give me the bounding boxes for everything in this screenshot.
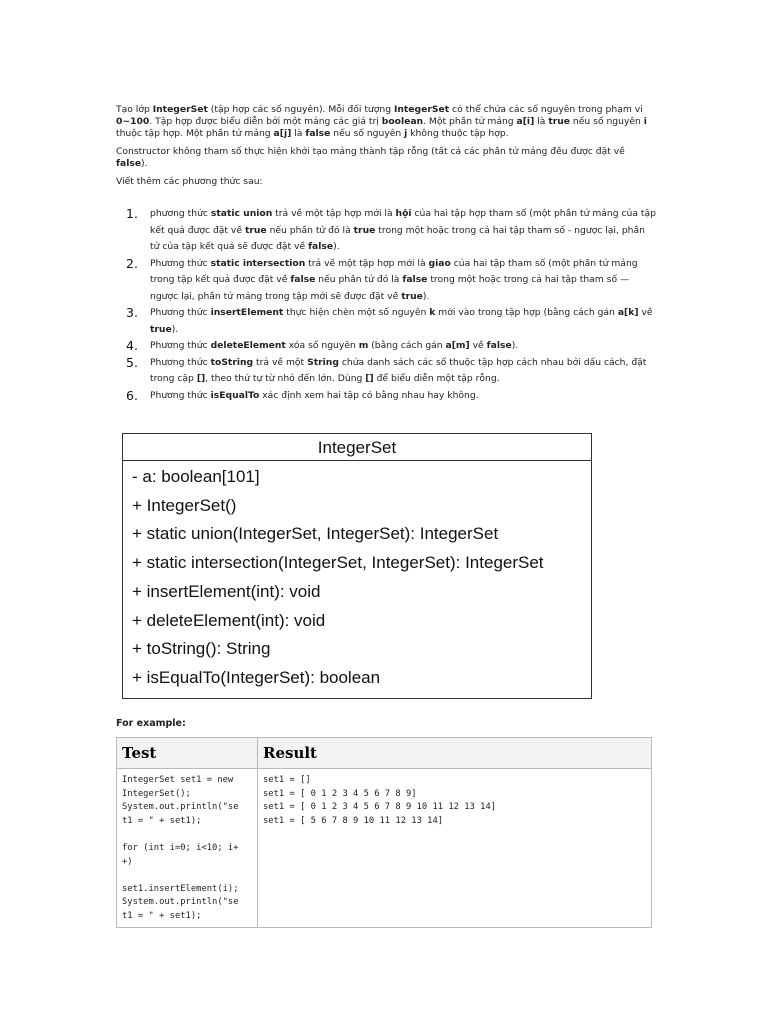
uml-member: + deleteElement(int): void	[132, 610, 326, 630]
test-code-cell: IntegerSet set1 = new IntegerSet(); System.out.println("se t1 = " + set1); for (int i=0; i<10; i+ +) set1.insertElement(i); System.out.println("se t1 = " + set1);	[117, 769, 258, 928]
task-text: Phương thức toString trả về một String chứa danh sách các số thuộc tập hợp cách nhau bởi dấu cách, đặt trong cặp [], theo thứ tự từ nhỏ đến lớn. Dùng [] để biểu diễn một tập rỗng.	[150, 356, 647, 384]
task-item	[116, 355, 656, 388]
uml-member: + insertElement(int): void	[132, 581, 321, 601]
task-number: 1.	[126, 206, 138, 221]
task-item	[116, 338, 656, 355]
uml-members	[123, 461, 591, 693]
task-number: 3.	[126, 305, 138, 320]
intro-paragraph-3: Viết thêm các phương thức sau:	[116, 176, 263, 187]
task-item	[116, 206, 656, 256]
uml-member: + toString(): String	[132, 639, 271, 659]
uml-member: - a: boolean[101]	[132, 467, 260, 486]
task-list	[116, 206, 656, 404]
task-text: Phương thức static intersection trả về một tập hợp mới là giao của hai tập tham số (một phần tử mảng trong tập kết quả được đặt về false nếu phần tử đó là false trong một hoặc trong cả hai tập tham số — ngược lại, phần tử mảng trong tập mới sẽ được đặt về true).	[150, 257, 638, 302]
task-number: 6.	[126, 387, 138, 403]
column-header-test: Test	[117, 738, 258, 769]
problem-description	[116, 104, 656, 404]
task-number: 5.	[126, 354, 138, 370]
task-number: 4.	[126, 338, 138, 353]
task-text: Phương thức insertElement thực hiện chèn một số nguyên k mới vào trong tập hợp (bằng cách gán a[k] về true).	[150, 307, 653, 335]
column-header-result: Result	[258, 738, 652, 769]
task-item	[116, 305, 656, 338]
example-table	[116, 737, 652, 928]
uml-member: + IntegerSet()	[132, 495, 237, 515]
result-output-cell: set1 = [] set1 = [ 0 1 2 3 4 5 6 7 8 9] set1 = [ 0 1 2 3 4 5 6 7 8 9 10 11 12 13 14] set1 = [ 5 6 7 8 9 10 11 12 13 14]	[258, 769, 652, 928]
intro-paragraph-2: Constructor không tham số thực hiện khởi tạo mảng thành tập rỗng (tất cả các phần tử mảng đều được đặt về false).	[116, 146, 625, 169]
table-header-row	[117, 738, 652, 769]
task-number: 2.	[126, 255, 138, 271]
intro-paragraph-1: Tạo lớp IntegerSet (tập hợp các số nguyên). Mỗi đối tượng IntegerSet có thể chứa các số nguyên trong phạm vi 0~100. Tập hợp được biểu diễn bởi một mảng các giá trị boolean. Một phần tử mảng a[i] là true nếu số nguyên i thuộc tập hợp. Một phần tử mảng a[j] là false nếu số nguyên j không thuộc tập hợp.	[116, 104, 647, 139]
uml-member: + static union(IntegerSet, IntegerSet): IntegerSet	[132, 524, 499, 544]
task-text: phương thức static union trả về một tập hợp mới là hội của hai tập hợp tham số (một phần tử mảng của tập kết quả được đặt về true nếu phần tử đó là true trong một hoặc trong cả hai tập tham số - ngược lại, phần tử của tập kết quả sẽ được đặt về false).	[150, 208, 656, 252]
example-label: For example:	[116, 718, 186, 729]
task-item	[116, 256, 656, 306]
task-text: Phương thức isEqualTo xác định xem hai tập có bằng nhau hay không.	[150, 389, 479, 401]
table-row	[117, 769, 652, 928]
uml-class-diagram	[122, 433, 592, 699]
uml-member: + static intersection(IntegerSet, IntegerSet): IntegerSet	[132, 553, 544, 573]
uml-member: + isEqualTo(IntegerSet): boolean	[132, 667, 381, 687]
uml-class-name: IntegerSet	[123, 434, 591, 461]
task-text: Phương thức deleteElement xóa số nguyên m (bằng cách gán a[m] về false).	[150, 340, 519, 351]
task-item	[116, 388, 656, 405]
